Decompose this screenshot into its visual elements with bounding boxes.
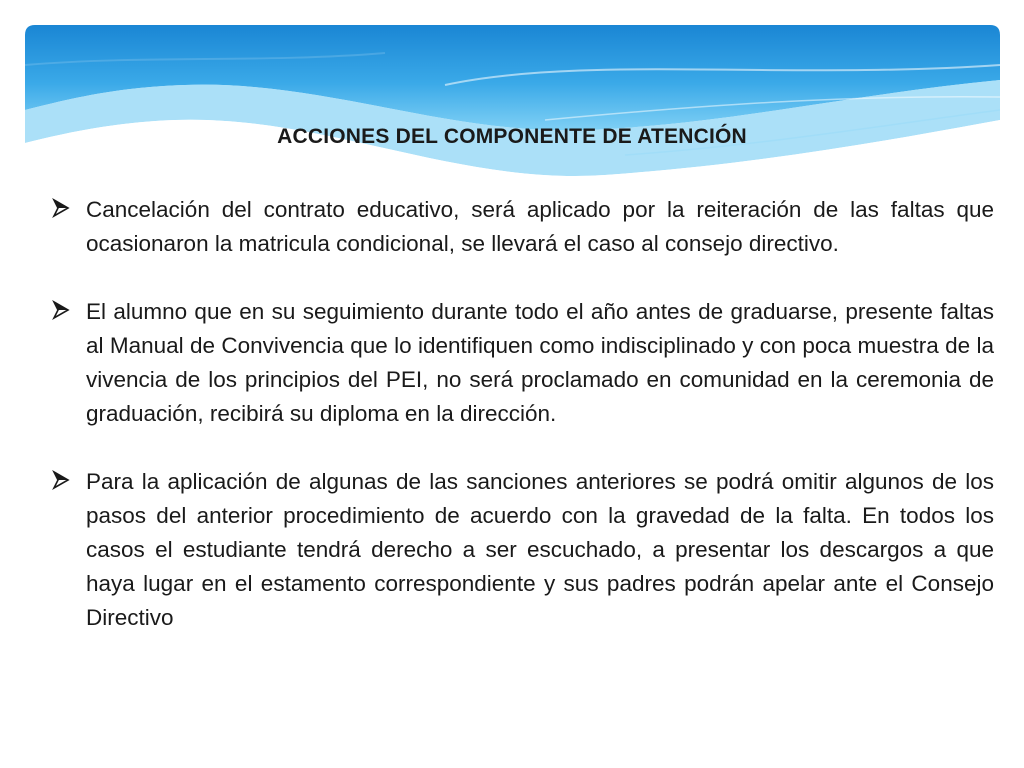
arrow-bullet-icon — [50, 465, 86, 496]
bullet-text: Cancelación del contrato educativo, será aplicado por la reiteración de las faltas que ocasionaron la matricula condicional, se llevará el caso al consejo directivo. — [86, 197, 994, 256]
bullet-list — [50, 193, 994, 669]
bullet-text: El alumno que en su seguimiento durante todo el año antes de graduarse, presente faltas al Manual de Convivencia que lo identifiquen como indisciplinado y con poca muestra de la vivencia de los principios del PEI, no será proclamado en comunidad en la ceremonia de graduación, recibirá su diploma en la dirección. — [86, 299, 994, 426]
slide-title: ACCIONES DEL COMPONENTE DE ATENCIÓN — [277, 125, 747, 148]
header-wave-banner — [25, 25, 1000, 185]
bullet-text: Para la aplicación de algunas de las sanciones anteriores se podrá omitir algunos de los pasos del anterior procedimiento de acuerdo con la gravedad de la falta. En todos los casos el estudiante tendrá derecho a ser escuchado, a presentar los descargos a que haya lugar en el estamento correspondiente y sus padres podrán apelar ante el Consejo Directivo — [86, 469, 994, 630]
bullet-item — [50, 295, 994, 431]
arrow-bullet-icon — [50, 295, 86, 326]
arrow-bullet-icon — [50, 193, 86, 224]
bullet-item — [50, 193, 994, 261]
bullet-item — [50, 465, 994, 635]
